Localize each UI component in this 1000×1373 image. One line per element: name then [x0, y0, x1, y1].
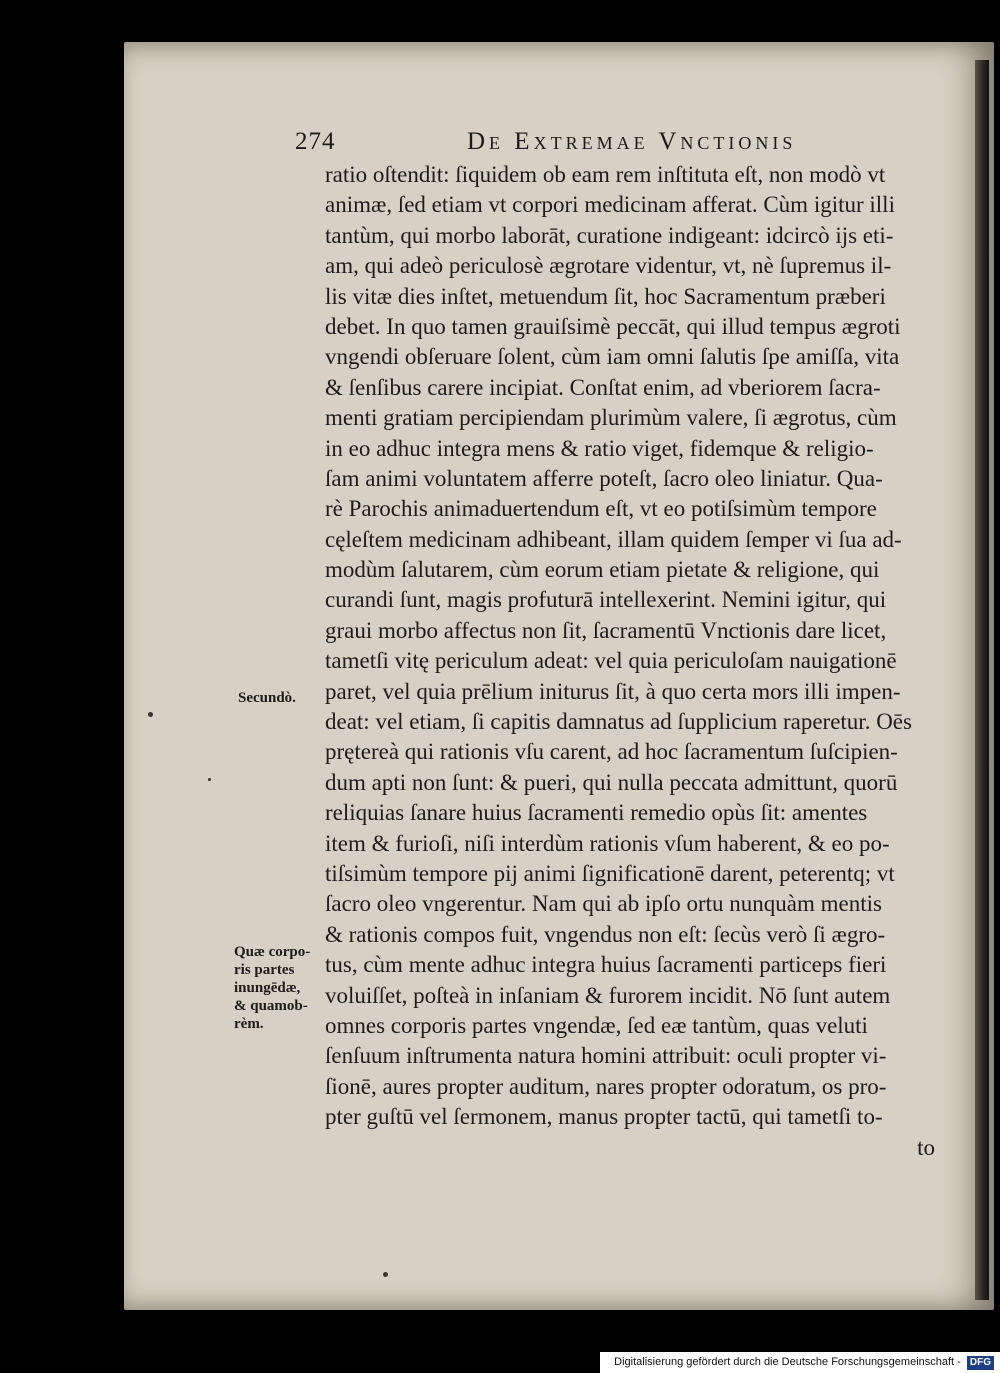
footer-credit	[600, 1352, 1000, 1373]
text-line: ratio oſtendit: ſiquidem ob eam rem inſtituta eſt, non modò vt	[325, 162, 886, 187]
text-line: tus, cùm mente adhuc integra huius ſacramenti particeps fieri	[325, 952, 887, 978]
text-line: rè Parochis animaduertendum eſt, vt eo potiſsimùm tempore	[325, 496, 877, 522]
marginal-note-partes	[234, 943, 334, 1033]
ink-speck	[383, 1272, 388, 1277]
text-line: graui morbo affectus non ſit, ſacramentū Vnctionis dare licet,	[325, 617, 887, 643]
text-line: ſenſuum inſtrumenta natura homini attribuit: oculi propter vi-	[325, 1043, 887, 1069]
dfg-logo: DFG	[967, 1356, 994, 1370]
text-line: dum apti non ſunt: & pueri, qui nulla peccata admittunt, quorū	[325, 769, 898, 795]
text-line: deat: vel etiam, ſi capitis damnatus ad ſupplicium raperetur. Oēs	[325, 709, 912, 735]
text-line: reliquias ſanare huius ſacramenti remedio opùs ſit: amentes	[325, 800, 868, 826]
marginal-note-line: & quamob-	[234, 998, 308, 1014]
running-head	[295, 128, 855, 162]
text-line: ſionē, aures propter auditum, nares propter odoratum, os pro-	[325, 1073, 887, 1099]
text-line: am, qui adeò periculosè ægrotare videntur, vt, nè ſupremus il-	[325, 253, 892, 279]
text-line: voluiſſet, poſteà in inſaniam & furorem incidit. Nō ſunt autem	[325, 982, 891, 1008]
text-line: paret, vel quia prēlium initurus ſit, à quo certa mors illi impen-	[325, 678, 901, 704]
text-line: & rationis compos fuit, vngendus non eſt: ſecùs verò ſi ægro-	[325, 921, 886, 947]
text-line: in eo adhuc integra mens & ratio viget, fidemque & religio-	[325, 435, 874, 461]
text-line: prętereà qui rationis vſu carent, ad hoc ſacramentum ſuſcipien-	[325, 739, 898, 765]
marginal-note-line: ris partes	[234, 962, 295, 978]
marginal-note-line: inungēdæ,	[234, 980, 301, 996]
body-text	[325, 160, 965, 1163]
text-line: lis vitæ dies inſtet, metuendum ſit, hoc Sacramentum præberi	[325, 283, 886, 309]
marginal-note-secundo: Secundò.	[238, 690, 296, 706]
ink-speck	[148, 712, 153, 717]
text-line: & ſenſibus carere incipiat. Conſtat enim, ad vberiorem ſacra-	[325, 374, 881, 400]
text-line: omnes corporis partes vngendæ, ſed eæ tantùm, quas veluti	[325, 1012, 868, 1038]
text-line: tiſsimùm tempore pij animi ſignificationē darent, peterentq; vt	[325, 860, 895, 886]
text-line: tantùm, qui morbo laborāt, curatione indigeant: idcircò ijs eti-	[325, 222, 894, 248]
running-title: De Extremae Vnctionis	[467, 128, 797, 155]
page-edge	[975, 60, 989, 1300]
text-line: ſam animi voluntatem afferre poteſt, ſacro oleo liniatur. Qua-	[325, 465, 883, 491]
marginal-note-line: rèm.	[234, 1016, 264, 1032]
ink-speck	[208, 778, 211, 781]
text-line: item & furioſi, niſi interdùm rationis vſum haberent, & eo po-	[325, 830, 890, 856]
text-line: curandi ſunt, magis profuturā intellexerint. Nemini igitur, qui	[325, 587, 887, 613]
marginal-note-line: Quæ corpo-	[234, 944, 311, 960]
text-line: pter guſtū vel ſermonem, manus propter tactū, qui tametſi to-	[325, 1104, 883, 1130]
page-number: 274	[295, 128, 336, 155]
catchword: to	[917, 1134, 935, 1160]
text-line: debet. In quo tamen grauiſsimè peccāt, qui illud tempus ægroti	[325, 313, 901, 339]
text-line: tametſi vitę periculum adeat: vel quia periculoſam nauigationē	[325, 648, 897, 674]
text-line: cęleſtem medicinam adhibeant, illam quidem ſemper vi ſua ad-	[325, 526, 902, 552]
text-line: ſacro oleo vngerentur. Nam qui ab ipſo ortu nunquàm mentis	[325, 891, 882, 917]
text-line: menti gratiam percipiendam plurimùm valere, ſi ægrotus, cùm	[325, 405, 897, 431]
text-line: vngendi obſeruare ſolent, cùm iam omni ſalutis ſpe amiſſa, vita	[325, 344, 900, 370]
text-line: modùm ſalutarem, cùm eorum etiam pietate & religione, qui	[325, 557, 880, 583]
text-line: animæ, ſed etiam vt corpori medicinam afferat. Cùm igitur illi	[325, 192, 895, 218]
footer-credit-text: Digitalisierung gefördert durch die Deutsche Forschungsgemeinschaft -	[614, 1356, 961, 1368]
